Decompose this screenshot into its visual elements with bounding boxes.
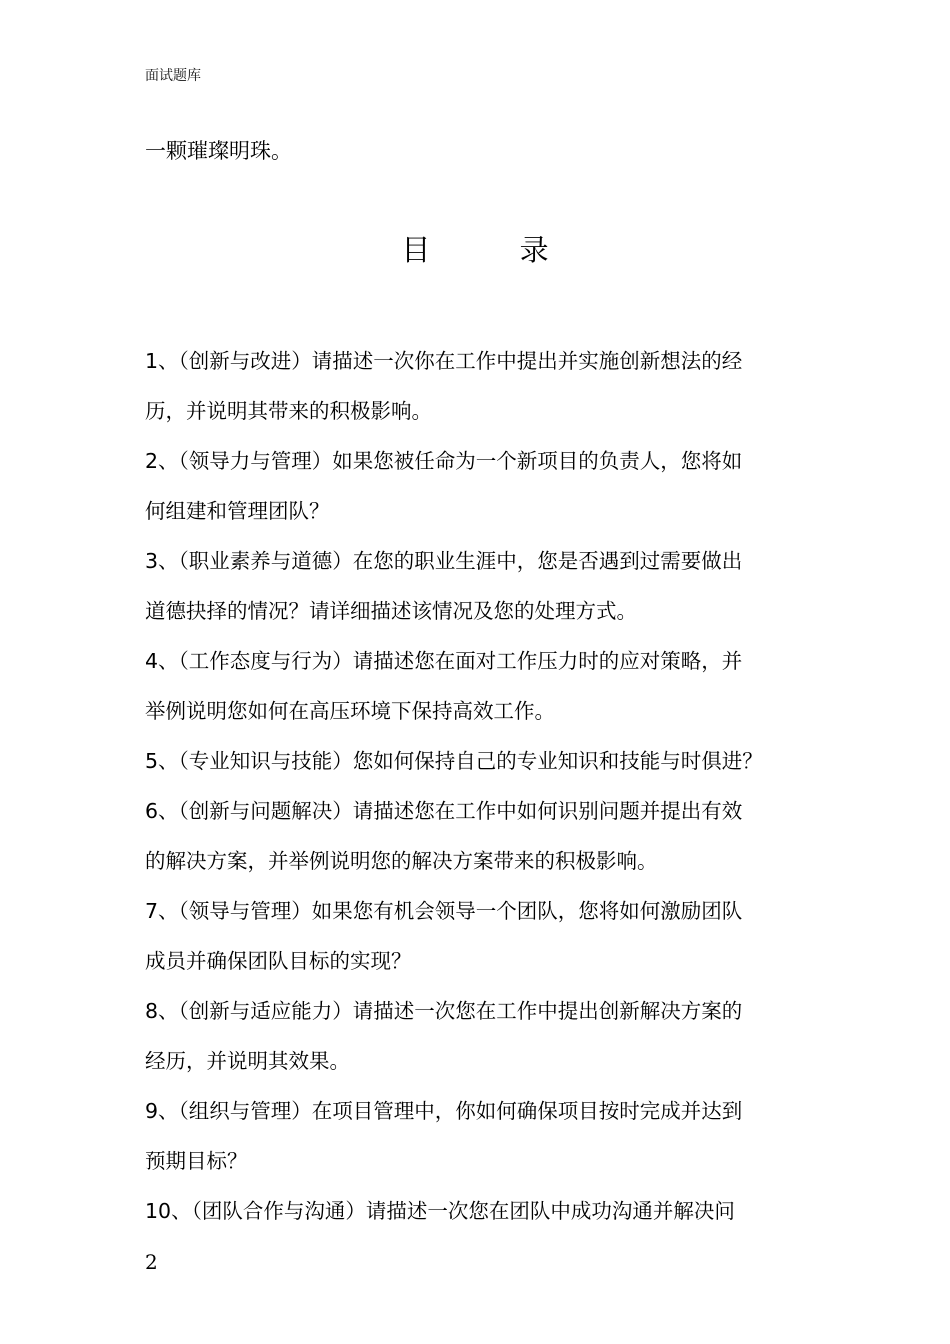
toc-item-line: 的解决方案，并举例说明您的解决方案带来的积极影响。 [145, 849, 658, 873]
toc-item [145, 886, 825, 986]
page-number: 2 [145, 1250, 158, 1274]
toc-title: 目 录 [401, 233, 589, 267]
toc-item-line: 举例说明您如何在高压环境下保持高效工作。 [145, 699, 555, 723]
toc-item [145, 1186, 825, 1236]
toc-item-line: 1、（创新与改进）请描述一次你在工作中提出并实施创新想法的经 [145, 349, 743, 373]
toc-item [145, 536, 825, 636]
toc-item-line: 5、（专业知识与技能）您如何保持自己的专业知识和技能与时俱进？ [145, 749, 763, 773]
page-header: 面试题库 [145, 68, 201, 84]
toc-item [145, 786, 825, 886]
toc-item-line: 4、（工作态度与行为）请描述您在面对工作压力时的应对策略，并 [145, 649, 743, 673]
toc-item-line: 7、（领导与管理）如果您有机会领导一个团队，您将如何激励团队 [145, 899, 743, 923]
toc-item [145, 436, 825, 536]
toc-item-line: 2、（领导力与管理）如果您被任命为一个新项目的负责人，您将如 [145, 449, 743, 473]
toc-item-line: 预期目标？ [145, 1149, 248, 1173]
toc-item-line: 9、（组织与管理）在项目管理中，你如何确保项目按时完成并达到 [145, 1099, 743, 1123]
toc-item-line: 10、（团队合作与沟通）请描述一次您在团队中成功沟通并解决问 [145, 1199, 735, 1223]
continuation-text: 一颗璀璨明珠。 [145, 139, 292, 163]
toc-item-line: 成员并确保团队目标的实现？ [145, 949, 412, 973]
toc-item-line: 道德抉择的情况？请详细描述该情况及您的处理方式。 [145, 599, 637, 623]
toc-item-line: 历，并说明其带来的积极影响。 [145, 399, 432, 423]
toc-item-line: 8、（创新与适应能力）请描述一次您在工作中提出创新解决方案的 [145, 999, 743, 1023]
toc-item [145, 336, 825, 436]
toc-item [145, 1086, 825, 1186]
toc-list [145, 336, 825, 1236]
toc-item-line: 经历，并说明其效果。 [145, 1049, 350, 1073]
toc-item [145, 736, 825, 786]
toc-item-line: 3、（职业素养与道德）在您的职业生涯中，您是否遇到过需要做出 [145, 549, 743, 573]
toc-item-line: 6、（创新与问题解决）请描述您在工作中如何识别问题并提出有效 [145, 799, 743, 823]
toc-item [145, 636, 825, 736]
toc-item [145, 986, 825, 1086]
toc-item-line: 何组建和管理团队？ [145, 499, 330, 523]
